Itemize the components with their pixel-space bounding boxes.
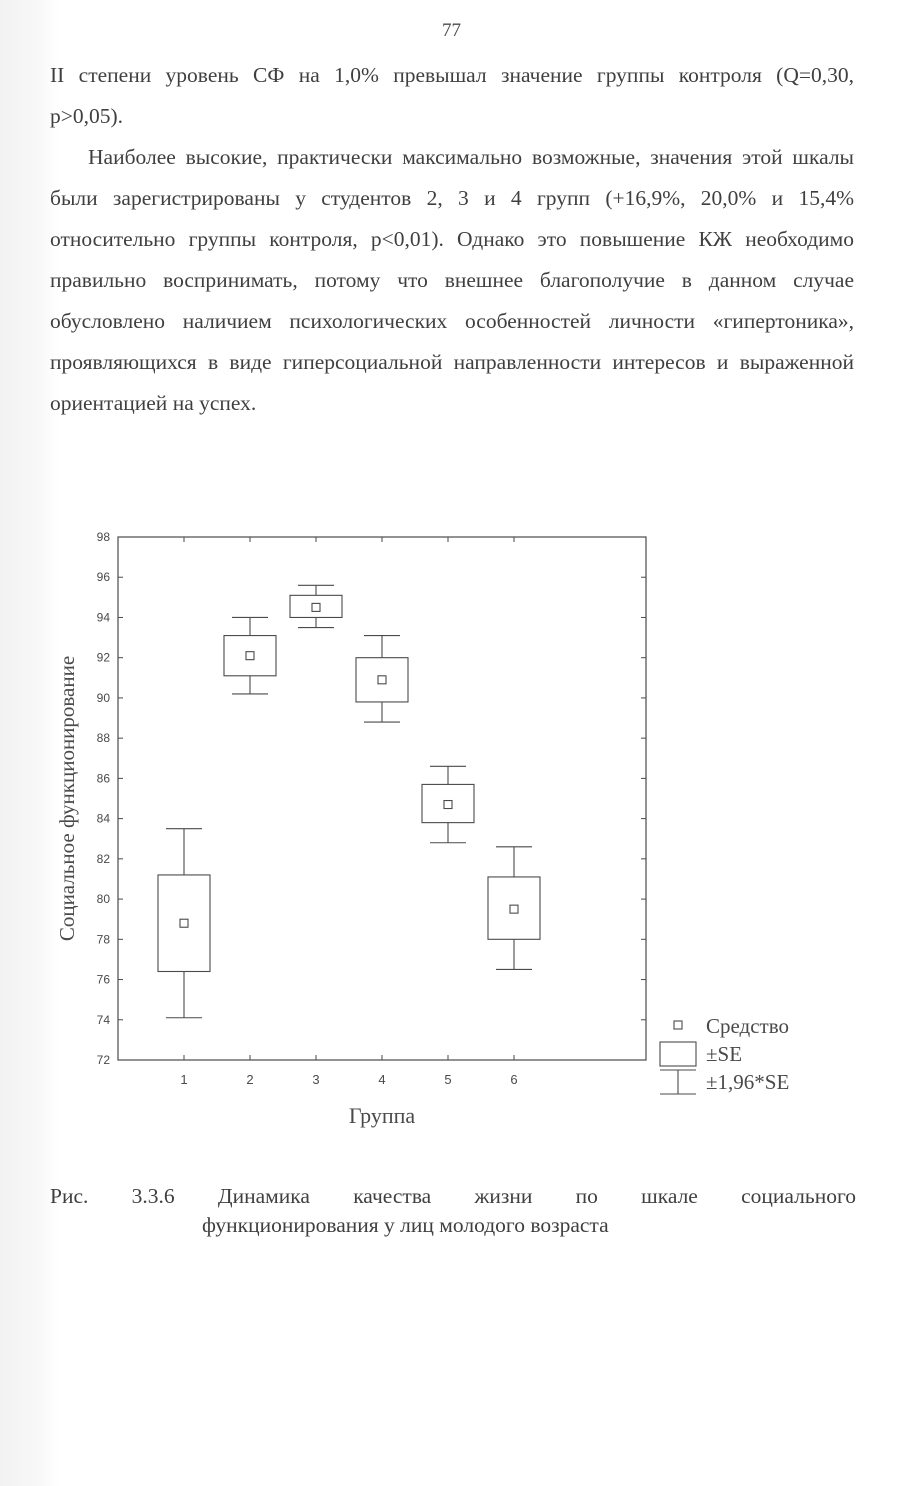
caption-word: жизни — [474, 1184, 533, 1208]
x-tick-label: 1 — [180, 1072, 188, 1087]
legend-label: Средство — [706, 1014, 790, 1038]
figure-caption — [50, 1182, 856, 1240]
x-axis-label: Группа — [348, 1103, 416, 1128]
legend-label: ±1,96*SE — [706, 1070, 790, 1094]
y-tick-label: 84 — [96, 811, 110, 826]
box-plot-chart — [52, 520, 852, 1140]
paragraph: Наиболее высокие, практически максимально возможные, значения этой шкалы были зарегистрированы у студентов 2, 3 и 4 групп (+16,9%, 20,0% и 15,4% относительно группы контроля, р<0,01). Однако это повышение КЖ необходимо правильно воспринимать, потому что внешнее благополучие в данном случае обусловлено наличием психологических особенностей личности «гипертоника», проявляющихся в виде гиперсоциальной направленности интересов и выраженной ориентацией на успех. — [50, 145, 854, 415]
mean-marker — [180, 919, 188, 927]
y-axis-label: Социальное функционирование — [55, 655, 79, 942]
box-group-4 — [356, 636, 408, 722]
caption-word: 3.3.6 — [131, 1184, 175, 1208]
caption-word: качества — [353, 1184, 432, 1208]
y-tick-label: 96 — [96, 570, 110, 585]
mean-marker — [378, 676, 386, 684]
caption-word: Динамика — [217, 1184, 310, 1208]
caption-word: по — [575, 1184, 598, 1208]
caption-word: Рис. — [50, 1184, 89, 1208]
paragraph-line: р>0,05). — [50, 104, 124, 128]
legend-se-symbol — [660, 1042, 696, 1066]
mean-marker — [444, 801, 452, 809]
y-tick-label: 98 — [96, 530, 110, 544]
x-tick-label: 2 — [246, 1072, 254, 1087]
chart — [52, 520, 852, 1140]
caption-line-1 — [50, 1182, 856, 1211]
mean-marker — [510, 905, 518, 913]
y-tick-label: 78 — [96, 932, 110, 947]
y-tick-label: 82 — [96, 851, 110, 866]
y-tick-label: 88 — [96, 731, 110, 746]
x-tick-label: 3 — [312, 1072, 320, 1087]
box-group-5 — [422, 766, 474, 842]
box-group-2 — [224, 617, 276, 693]
paragraph-line: II степени уровень СФ на 1,0% превышал значение группы контроля (Q=0,30, — [50, 63, 854, 87]
y-tick-label: 80 — [96, 892, 110, 907]
y-tick-label: 90 — [96, 690, 110, 705]
caption-word: социального — [741, 1184, 856, 1208]
plot-frame — [118, 537, 646, 1060]
y-tick-label: 92 — [96, 650, 110, 665]
y-tick-label: 94 — [96, 610, 110, 625]
x-tick-label: 6 — [510, 1072, 518, 1087]
x-tick-label: 5 — [444, 1072, 452, 1087]
caption-word: шкале — [641, 1184, 698, 1208]
mean-marker — [312, 603, 320, 611]
y-tick-label: 72 — [96, 1053, 110, 1067]
box-group-3 — [290, 585, 342, 627]
mean-marker — [246, 652, 254, 660]
legend — [660, 1014, 789, 1094]
x-tick-label: 4 — [378, 1072, 386, 1087]
page-number: 77 — [442, 20, 461, 41]
y-tick-label: 74 — [96, 1012, 110, 1027]
y-tick-label: 76 — [96, 972, 110, 987]
legend-label: ±SE — [706, 1042, 743, 1066]
body-text — [50, 55, 854, 424]
caption-line-2: функционирования у лиц молодого возраста — [202, 1213, 609, 1237]
legend-mean-symbol — [674, 1021, 682, 1029]
y-tick-label: 86 — [96, 771, 110, 786]
box-group-6 — [488, 847, 540, 970]
box-group-1 — [158, 829, 210, 1018]
